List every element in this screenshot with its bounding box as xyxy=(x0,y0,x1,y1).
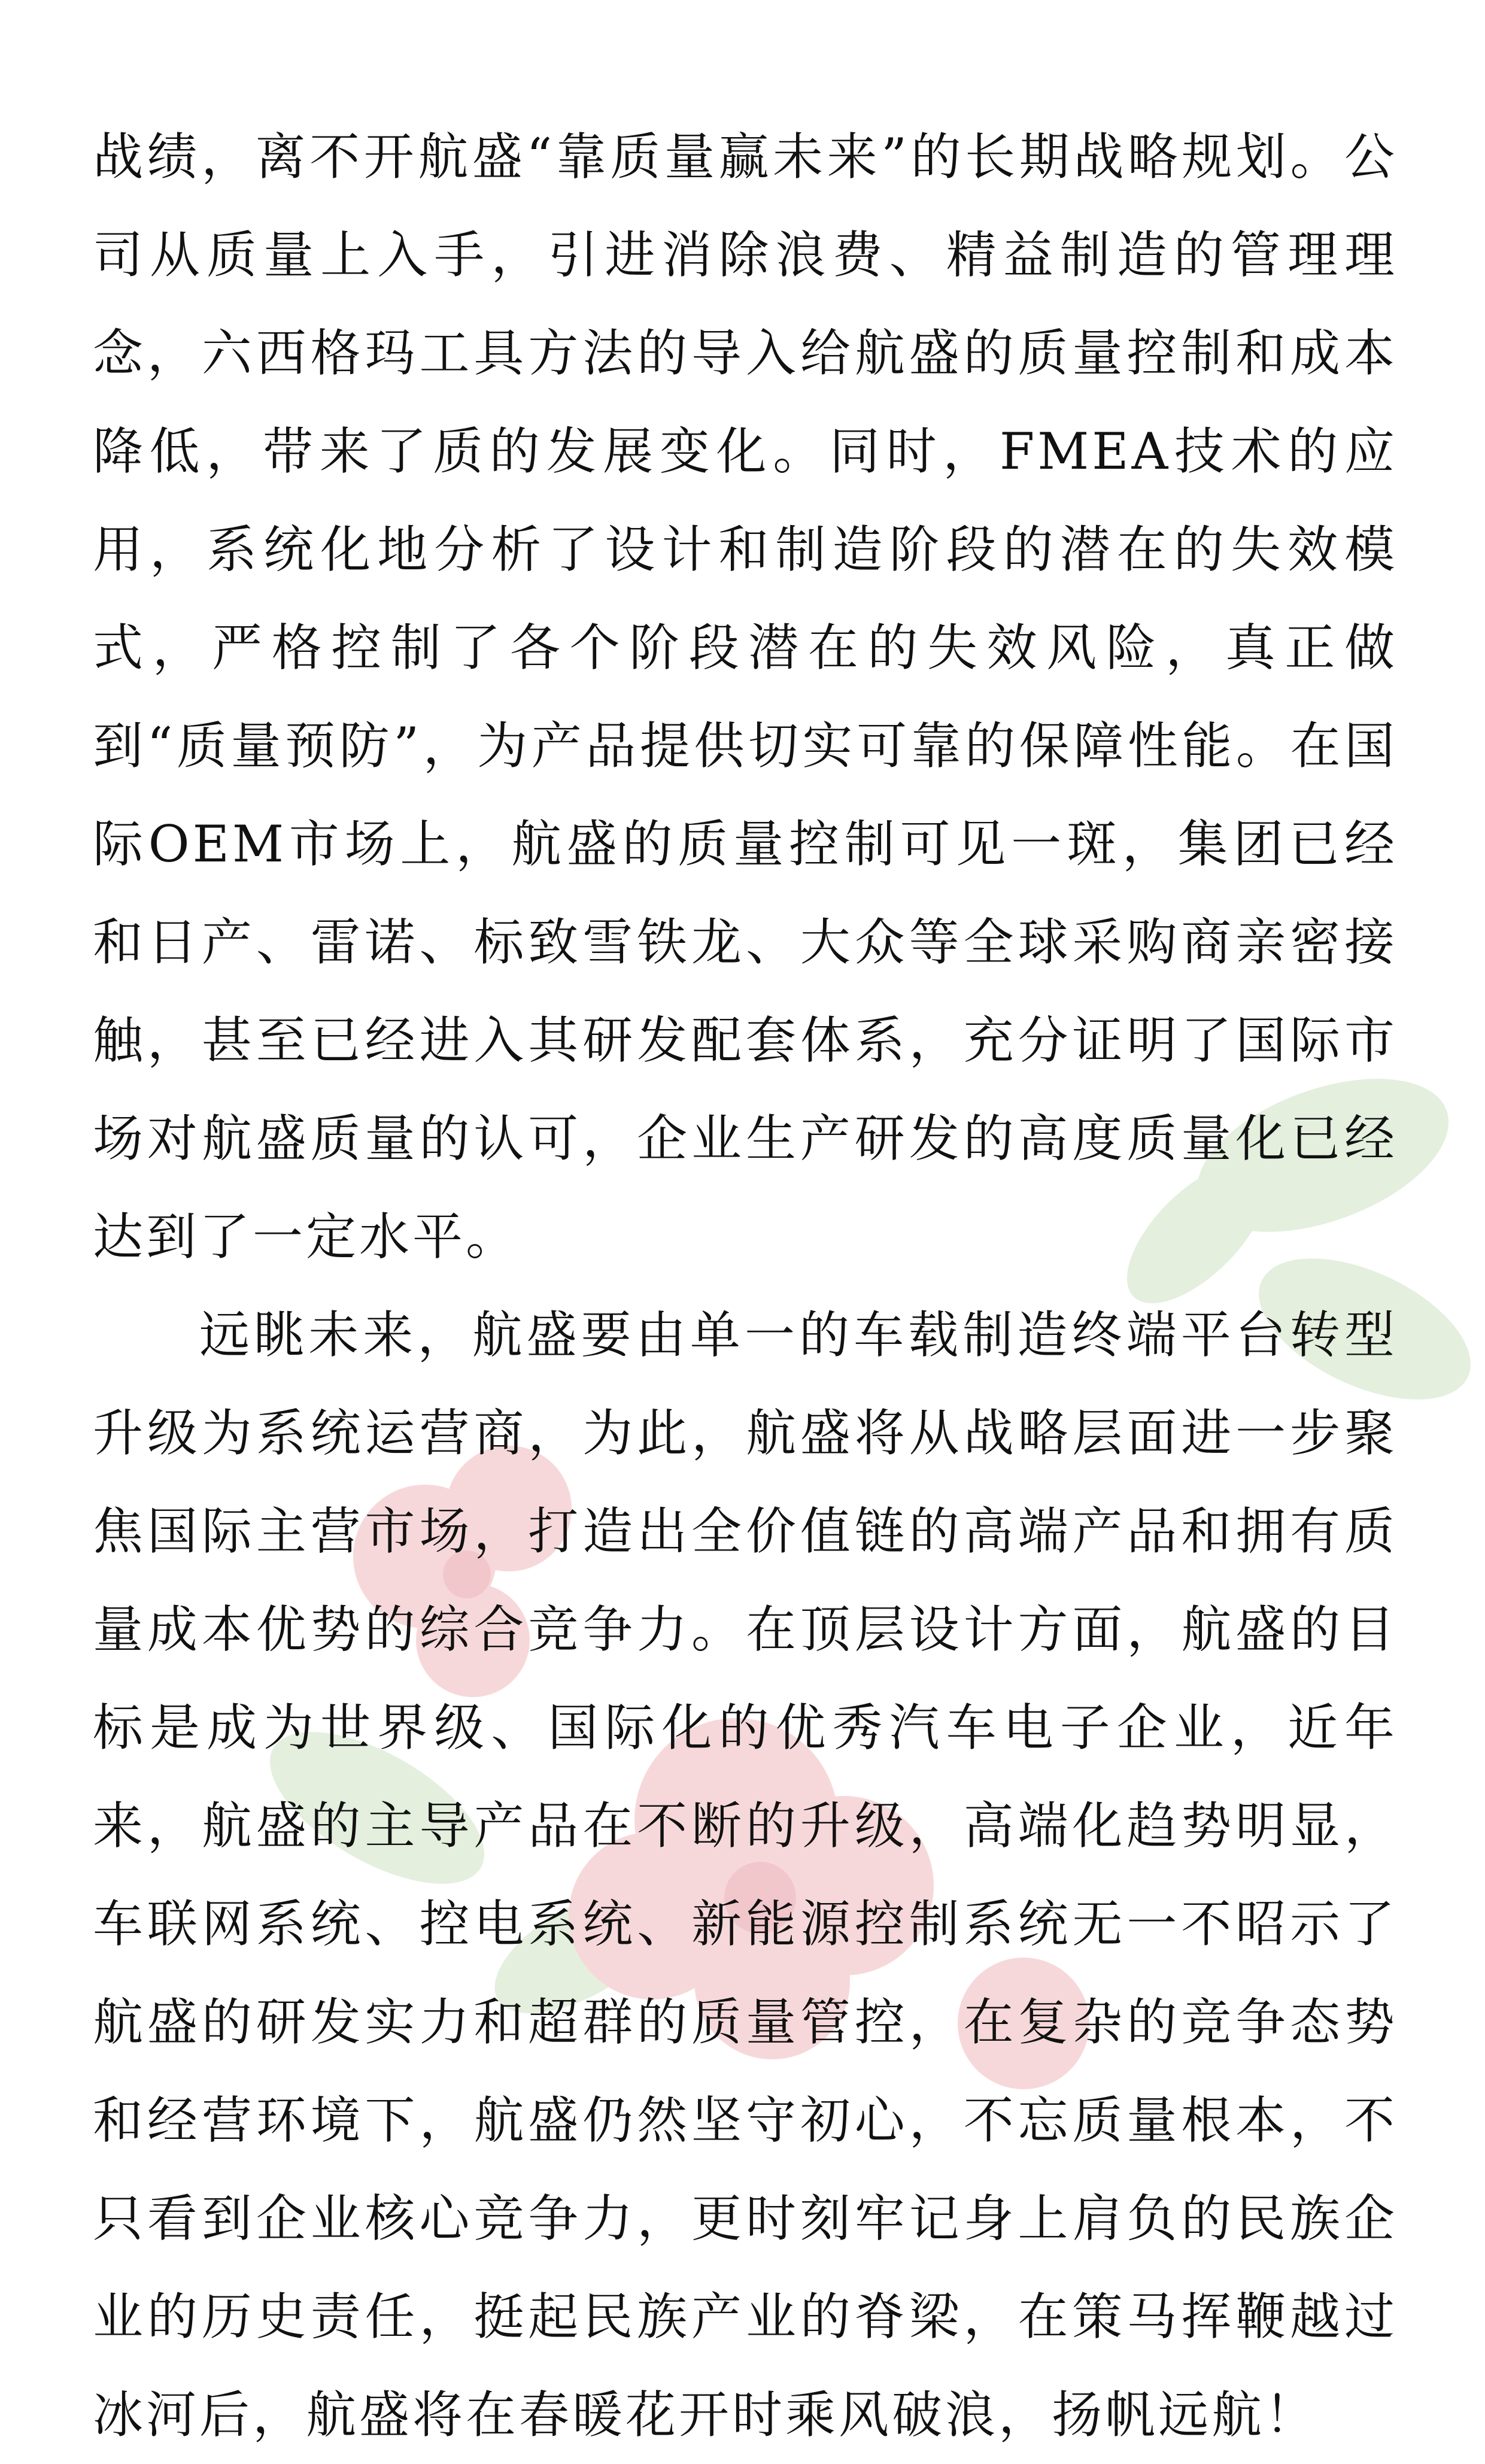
paragraph-2: 远眺未来，航盛要由单一的车载制造终端平台转型升级为系统运营商，为此，航盛将从战略层面进一步聚焦国际主营市场，打造出全价值链的高端产品和拥有质量成本优势的综合竞争力。在顶层设计方面，航盛的目标是成为世界级、国际化的优秀汽车电子企业，近年来，航盛的主导产品在不断的升级，高端化趋势明显，车联网系统、控电系统、新能源控制系统无一不昭示了航盛的研发实力和超群的质量管控，在复杂的竞争态势和经营环境下，航盛仍然坚守初心，不忘质量根本，不只看到企业核心竞争力，更时刻牢记身上肩负的民族企业的历史责任，挺起民族产业的脊梁，在策马挥鞭越过冰河后，航盛将在春暖花开时乘风破浪，扬帆远航！ xyxy=(93,1306,1398,2444)
document-body xyxy=(93,108,1398,2464)
paragraph-1: 战绩，离不开航盛“靠质量赢未来”的长期战略规划。公司从质量上入手，引进消除浪费、精益制造的管理理念，六西格玛工具方法的导入给航盛的质量控制和成本降低，带来了质的发展变化。同时，FMEA技术的应用，系统化地分析了设计和制造阶段的潜在的失效模式，严格控制了各个阶段潜在的失效风险，真正做到“质量预防”，为产品提供切实可靠的保障性能。在国际OEM市场上，航盛的质量控制可见一斑，集团已经和日产、雷诺、标致雪铁龙、大众等全球采购商亲密接触，甚至已经进入其研发配套体系，充分证明了国际市场对航盛质量的认可，企业生产研发的高度质量化已经达到了一定水平。 xyxy=(93,128,1398,1266)
